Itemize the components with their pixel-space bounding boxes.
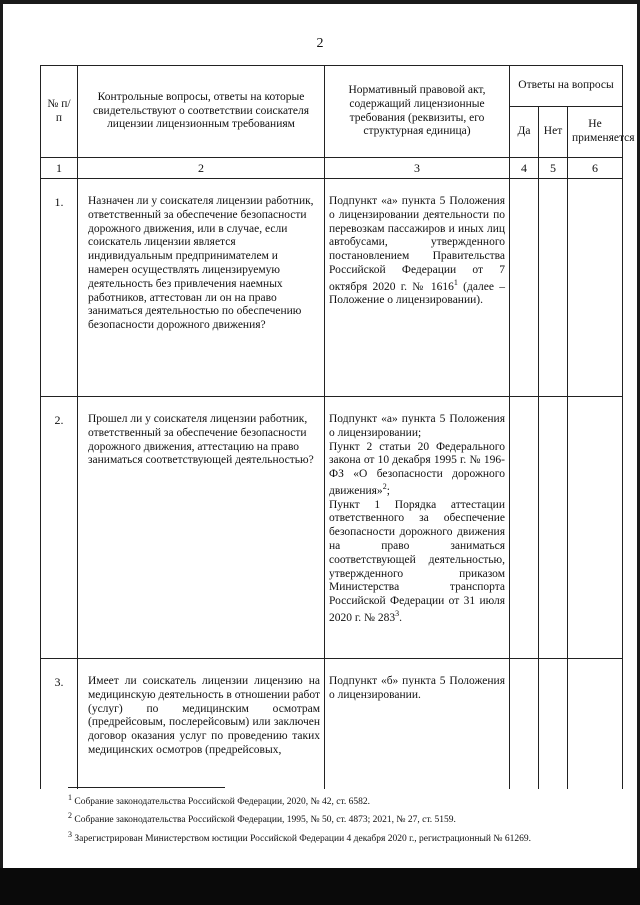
header-no: Нет [539,107,568,158]
row-question: Имеет ли соискатель лицензии лицензию на медицинскую деятельность в отношении работ (услуг) по медицинским осмотрам (предрейсовым, послерейсовым) или заключен договор оказания услуг по проведению таких медицинских осмотров (предрейсовых, [78,659,325,789]
answer-no-cell[interactable] [539,179,568,397]
scan-edge-top [0,0,640,4]
column-numbers-row [41,158,623,179]
answer-yes-cell[interactable] [510,397,539,659]
footnote-divider [68,787,225,788]
footnote-mark: 2 [68,811,72,821]
footnote-text: Собрание законодательства Российской Федерации, 1995, № 50, ст. 4873; 2021, № 27, ст. 5159. [72,815,456,826]
footnote-text: Собрание законодательства Российской Федерации, 2020, № 42, ст. 6582. [72,797,371,808]
footnote-text: Зарегистрирован Министерством юстиции Российской Федерации 4 декабря 2020 г., регистрационный № 61269. [72,833,531,844]
header-not-applicable: Не применяется [568,107,623,158]
answer-na-cell[interactable] [568,397,623,659]
row-law [325,179,510,397]
answer-no-cell[interactable] [539,659,568,789]
scan-edge-bottom [0,868,640,905]
column-number: 5 [539,158,568,179]
table-row [41,397,623,659]
column-number: 3 [325,158,510,179]
law-text-tail: . [399,611,403,624]
page-number: 2 [316,36,324,51]
header-yes: Да [510,107,539,158]
answer-yes-cell[interactable] [510,179,539,397]
column-number: 4 [510,158,539,179]
footnote [68,829,628,847]
footnote-mark: 3 [68,829,72,839]
scan-edge-left [0,0,3,905]
answer-no-cell[interactable] [539,397,568,659]
law-text: Пункт 2 статьи 20 Федерального закона от 10 декабря 1995 г. № 196-ФЗ «О безопасности дорожного движения» [329,440,505,497]
row-number: 3. [41,659,78,789]
footnotes [68,792,628,847]
column-number: 1 [41,158,78,179]
column-number: 6 [568,158,623,179]
header-row [41,66,623,107]
footnote [68,792,628,810]
row-number: 1. [41,179,78,397]
footnote-ref: 3 [395,608,400,618]
law-text: Подпункт «а» пункта 5 Положения о лицензировании деятельности по перевозкам пассажиров и иных лиц автобусами, утвержденного постановлением Правительства Российской Федерации от 7 октября 2020 г. № 1616 [329,195,505,293]
answer-na-cell[interactable] [568,179,623,397]
row-number: 2. [41,397,78,659]
header-law: Нормативный правовой акт, содержащий лицензионные требования (реквизиты, его структурная единица) [325,66,510,158]
answer-na-cell[interactable] [568,659,623,789]
header-answers: Ответы на вопросы [510,66,623,107]
row-law [325,397,510,659]
law-text-tail: (далее – Положение о лицензировании). [329,280,505,307]
license-requirements-table [40,65,635,789]
row-question: Прошел ли у соискателя лицензии работник, ответственный за обеспечение безопасности дорожного движения, аттестацию на право заниматься соответствующей деятельностью? [78,397,325,659]
table-row [41,659,623,789]
row-question: Назначен ли у соискателя лицензии работник, ответственный за обеспечение безопасности дорожного движения, или в случае, если соискатель лицензии является индивидуальным предпринимателем и намерен осуществлять лицензируемую деятельность без привлечения наемных работников, аттестован ли он на право заниматься деятельностью по обеспечению безопасности дорожного движения? [78,179,325,397]
law-text-tail: ; [386,484,390,497]
footnote-ref: 2 [382,481,387,491]
column-number: 2 [78,158,325,179]
answer-yes-cell[interactable] [510,659,539,789]
header-question: Контрольные вопросы, ответы на которые свидетельствуют о соответствии соискателя лицензии лицензионным требованиям [78,66,325,158]
table-row [41,179,623,397]
law-text: Подпункт «а» пункта 5 Положения о лицензировании; [329,413,505,439]
row-law: Подпункт «б» пункта 5 Положения о лицензировании. [325,659,510,789]
header-number: № п/п [41,66,78,158]
footnote [68,810,628,828]
law-text: Пункт 1 Порядка аттестации ответственного за обеспечение безопасности дорожного движения на право заниматься соответствующей деятельностью, утвержденного приказом Министерства транспорта Российской Федерации от 31 июля 2020 г. № 283 [329,498,505,624]
footnote-mark: 1 [68,793,72,802]
footnote-ref: 1 [453,277,458,287]
